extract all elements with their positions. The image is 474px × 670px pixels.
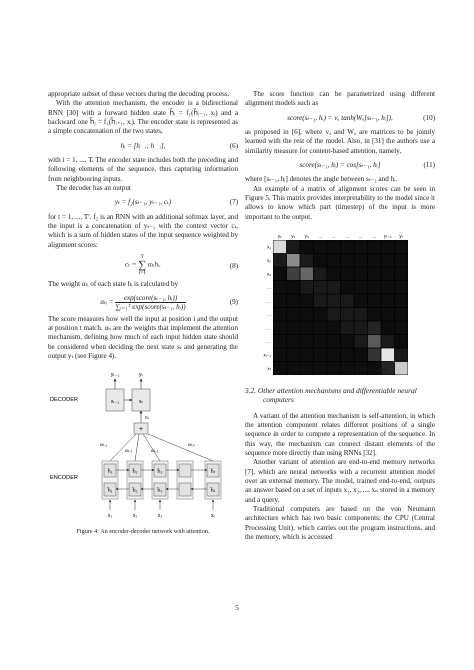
- matrix-cell: [354, 349, 367, 362]
- matrix-cell: [341, 268, 354, 281]
- matrix-cell: [314, 335, 327, 348]
- left-column: [48, 90, 238, 536]
- matrix-cell: [327, 322, 340, 335]
- equation-lhs: cₜ =: [125, 260, 137, 269]
- matrix-cell: [395, 335, 408, 348]
- matrix-cell: [273, 362, 286, 375]
- matrix-cell: [381, 349, 394, 362]
- matrix-cell: [300, 281, 313, 294]
- column-label: ...: [345, 233, 350, 239]
- matrix-cell: [287, 308, 300, 321]
- matrix-cell: [327, 295, 340, 308]
- equation-9: [48, 294, 238, 311]
- paragraph: with i = 1, ..., T. The encoder state includes both the preceding and following elements of the sequence, thus capturing information from neighbouring inputs.: [48, 156, 238, 183]
- paragraph: Another variant of attention are end-to-end memory networks [7], which are neural networks with a recurrent attention model over an external memory. The model, trained end-to-end, outputs an answer based on a set of inputs x₁, x₂, ..., xₙ stored in a memory and a query.: [245, 458, 435, 504]
- matrix-cell: [273, 349, 286, 362]
- paragraph: as proposed in [6], where vₐ and Wₐ are matrices to be jointly learned with the rest of the model. Also, in [31] the authors use a similarity measure for content-based attention, namely,: [245, 128, 435, 155]
- section-heading: 3.2. Other attention mechanisms and differentiable neural computers: [245, 385, 417, 405]
- row-label: ...: [267, 298, 271, 304]
- matrix-cell: [314, 268, 327, 281]
- column-label: ...: [358, 233, 363, 239]
- row-label: ...: [267, 311, 271, 317]
- c-t-label: cₜ: [145, 415, 149, 422]
- column-label: ...: [331, 233, 336, 239]
- row-label: ...: [267, 284, 271, 290]
- matrix-cell: [273, 322, 286, 335]
- column-label: y₃: [304, 233, 309, 239]
- equation-number: (10): [423, 113, 435, 122]
- backward-state: [179, 483, 191, 496]
- column-label: y₂: [291, 233, 296, 239]
- paragraph: An example of a matrix of alignment scores can be seen in Figure 5. This matrix provides interpretability to the model since it allows to know which part (timestep) of the input is more important to the output.: [245, 184, 435, 221]
- x-2-label: x₂: [132, 513, 138, 520]
- paragraph: Traditional computers are based on the von Neumann architecture which has two basic components: the CPU (Central Processing Unit), which carries out the program instructions, and the memory, which is accessed: [245, 505, 435, 542]
- row-label: xₜ₋₁: [263, 352, 271, 358]
- h-bwd-3: h⃖₃: [157, 488, 163, 495]
- paragraph: for t = 1, ..., T′. f₂ is an RNN with an additional softmax layer, and the input is a concatenation of yₜ₋₁ with the context vector cₜ, which is a sum of hidden states of the input sequence weighted by alignment scores:: [48, 212, 238, 249]
- fraction-denominator: ∑ᵢ₌₁ᵀ exp(score(sₜ₋₁, hᵢ)): [115, 302, 186, 311]
- matrix-cell: [368, 281, 381, 294]
- figure-4-caption: Figure 4: An encoder-decoder network with attention.: [76, 527, 210, 535]
- sum-sign: ∑: [138, 259, 147, 272]
- alpha-3-label: αₜ,₃: [151, 449, 159, 455]
- matrix-cell: [368, 322, 381, 335]
- paragraph: where [sₜ₋₁, hᵢ] denotes the angle between sₜ₋₁ and hᵢ.: [245, 175, 398, 184]
- matrix-cell: [273, 241, 286, 254]
- column-label: yₜ: [399, 233, 404, 239]
- column-label: ...: [372, 233, 377, 239]
- matrix-cell: [341, 254, 354, 267]
- attention-line: [135, 434, 139, 461]
- matrix-cell: [327, 308, 340, 321]
- matrix-cell: [354, 254, 367, 267]
- encoder-decoder-diagram: [48, 369, 238, 519]
- x-3-label: x₃: [157, 513, 163, 520]
- matrix-cell: [381, 241, 394, 254]
- matrix-cell: [300, 254, 313, 267]
- figure-5-caption: Figure 5: A matrix of alignment scores.: [291, 366, 389, 374]
- page-number: 5: [235, 603, 239, 612]
- matrix-cell: [327, 268, 340, 281]
- paragraph: The score function can be parametrized using different alignment models such as: [245, 90, 435, 108]
- alpha-T-label: αₜ,ₜ: [188, 443, 195, 449]
- equation-number: (11): [423, 161, 435, 170]
- figure-4: [48, 369, 238, 536]
- matrix-cell: [395, 295, 408, 308]
- summation: [138, 254, 146, 276]
- column-label: y₁: [277, 233, 282, 239]
- equation-10: [245, 114, 435, 123]
- matrix-cell: [354, 281, 367, 294]
- matrix-cell: [354, 268, 367, 281]
- matrix-cell: [354, 241, 367, 254]
- matrix-cell: [395, 241, 408, 254]
- matrix-cell: [327, 349, 340, 362]
- row-label: xₜ: [267, 365, 271, 371]
- matrix-cell: [341, 308, 354, 321]
- h-bwd-T: h⃖ₜ: [210, 488, 216, 495]
- matrix-cell: [287, 268, 300, 281]
- matrix-cell: [327, 241, 340, 254]
- matrix-cell: [368, 308, 381, 321]
- x-1-label: x₁: [107, 513, 113, 520]
- matrix-cell: [300, 308, 313, 321]
- s-t-label: sₜ: [139, 399, 143, 406]
- matrix-cell: [314, 308, 327, 321]
- matrix-cell: [287, 281, 300, 294]
- matrix-cell: [395, 362, 408, 375]
- equation-number: (6): [229, 141, 238, 150]
- fraction-numerator: exp(score(sₜ₋₁, hᵢ)): [115, 294, 185, 303]
- matrix-cell: [381, 322, 394, 335]
- h-fwd-1: h⃗₁: [107, 469, 113, 476]
- paragraph: The weight αₜᵢ of each state hᵢ is calculated by: [48, 280, 179, 289]
- matrix-cell: [368, 268, 381, 281]
- y-prev-label: yₜ₋₁: [110, 372, 120, 379]
- matrix-cell: [368, 254, 381, 267]
- paragraph: With the attention mechanism, the encoder is a bidirectional RNN [30] with a forward hidden state h⃗ᵢ = f₁(h⃗ᵢ₋₁, xᵢ) and a backward one h⃖ᵢ = f₁(h⃖ᵢ₊₁, xᵢ). The encoder state is represented as a simple concatenation of the two states,: [48, 99, 238, 136]
- equation-body: score(sₜ₋₁, hᵢ) = vₐ tanh(Wₐ[sₜ₋₁, hᵢ]),: [287, 113, 393, 122]
- row-label: x₃: [266, 271, 271, 277]
- row-label: ...: [267, 325, 271, 331]
- decoder-label: DECODER: [50, 397, 78, 404]
- matrix-cell: [314, 349, 327, 362]
- matrix-cell: [287, 335, 300, 348]
- encoder-label: ENCODER: [50, 475, 78, 482]
- matrix-cell: [314, 281, 327, 294]
- paragraph: appropriate subset of these vectors during the decoding process.: [48, 90, 230, 98]
- matrix-cell: [381, 254, 394, 267]
- forward-state: [179, 464, 191, 477]
- equation-6: [48, 142, 238, 151]
- matrix-cell: [287, 349, 300, 362]
- equation-number: (7): [229, 198, 238, 207]
- matrix-cell: [341, 241, 354, 254]
- matrix-cell: [381, 295, 394, 308]
- matrix-cell: [273, 268, 286, 281]
- matrix-cell: [354, 335, 367, 348]
- matrix-cell: [395, 308, 408, 321]
- matrix-cell: [327, 254, 340, 267]
- equation-lhs: αₜᵢ =: [100, 297, 114, 306]
- matrix-cell: [273, 308, 286, 321]
- h-bwd-2: h⃖₂: [132, 488, 138, 495]
- matrix-cell: [354, 295, 367, 308]
- equation-body: yₜ = f₂(sₜ₋₁, yₜ₋₁, cₜ): [114, 198, 172, 207]
- equation-7: [48, 198, 238, 207]
- equation-11: [245, 161, 435, 170]
- matrix-cell: [341, 295, 354, 308]
- h-fwd-T: h⃗ₜ: [210, 469, 216, 476]
- matrix-cell: [327, 335, 340, 348]
- matrix-cell: [273, 295, 286, 308]
- matrix-cell: [354, 322, 367, 335]
- matrix-cell: [368, 295, 381, 308]
- sum-lower: i=1: [138, 270, 146, 277]
- h-bwd-1: h⃖₁: [107, 488, 113, 495]
- matrix-cell: [300, 241, 313, 254]
- matrix-cell: [300, 349, 313, 362]
- alpha-2-label: αₜ,₂: [125, 449, 133, 455]
- column-label: yₜ₋₁: [383, 233, 392, 239]
- matrix-cell: [368, 335, 381, 348]
- alpha-1-label: αₜ,₁: [100, 443, 108, 449]
- matrix-cell: [395, 254, 408, 267]
- y-t-label: yₜ: [139, 372, 143, 379]
- matrix-cell: [368, 241, 381, 254]
- right-column: [245, 90, 435, 542]
- attention-line: [110, 434, 136, 461]
- matrix-cell: [395, 268, 408, 281]
- matrix-cell: [287, 322, 300, 335]
- equation-body: hᵢ = [h⃗ᵢ; h⃖ᵢ],: [120, 141, 166, 150]
- figure-5: [245, 230, 435, 375]
- matrix-cell: [300, 335, 313, 348]
- matrix-cell: [368, 349, 381, 362]
- matrix-cell: [381, 308, 394, 321]
- attention-line: [148, 434, 213, 461]
- matrix-cell: [314, 322, 327, 335]
- matrix-cell: [341, 335, 354, 348]
- matrix-cell: [273, 335, 286, 348]
- paragraph: A variant of the attention mechanism is self-attention, in which the attention component relates different positions of a single sequence in order to compute a representation of the sequence. In this way, the mechanism can connect distant elements of the sequence more directly than using RNNs [32].: [245, 411, 435, 457]
- paragraph: The decoder has an output: [56, 184, 131, 193]
- matrix-cell: [395, 281, 408, 294]
- matrix-cell: [341, 322, 354, 335]
- matrix-cell: [381, 335, 394, 348]
- matrix-cell: [381, 268, 394, 281]
- sum-upper: T: [140, 254, 144, 261]
- matrix-cell: [300, 268, 313, 281]
- matrix-cell: [273, 254, 286, 267]
- equation-number: (9): [229, 297, 238, 306]
- equation-body: score(sₜ₋₁, hᵢ) = cos[sₜ₋₁, hᵢ]: [299, 161, 381, 170]
- matrix-cell: [314, 241, 327, 254]
- matrix-cell: [381, 281, 394, 294]
- matrix-cell: [287, 295, 300, 308]
- paragraph: The score measures how well the input at position i and the output at position t match. αₜᵢ are the weights that implement the attention mechanism, defining how much of each input hidden state should be considered when deciding the next state sₜ and generating the output yₜ (see Figure 4).: [48, 314, 238, 360]
- h-fwd-3: h⃗₃: [157, 469, 163, 476]
- fraction: [115, 294, 185, 311]
- matrix-cell: [354, 308, 367, 321]
- plus-sign: +: [138, 426, 144, 434]
- matrix-cell: [287, 254, 300, 267]
- x-T-label: xₜ: [211, 513, 215, 520]
- matrix-cell: [287, 241, 300, 254]
- column-label: ...: [318, 233, 323, 239]
- matrix-cell: [341, 281, 354, 294]
- equation-number: (8): [229, 262, 238, 271]
- matrix-cell: [300, 295, 313, 308]
- row-label: x₂: [266, 257, 271, 263]
- matrix-cell: [300, 322, 313, 335]
- h-fwd-2: h⃗₂: [132, 469, 138, 476]
- equation-8: [48, 254, 238, 276]
- equation-rhs: αₜᵢhᵢ.: [147, 260, 161, 269]
- matrix-cell: [314, 295, 327, 308]
- s-prev-label: sₜ₋₁: [110, 399, 120, 406]
- matrix-cell: [395, 322, 408, 335]
- matrix-cell: [273, 281, 286, 294]
- row-label: ...: [267, 338, 271, 344]
- matrix-cell: [314, 254, 327, 267]
- row-label: x₁: [267, 244, 271, 250]
- matrix-cell: [327, 281, 340, 294]
- matrix-cell: [341, 349, 354, 362]
- matrix-cell: [395, 349, 408, 362]
